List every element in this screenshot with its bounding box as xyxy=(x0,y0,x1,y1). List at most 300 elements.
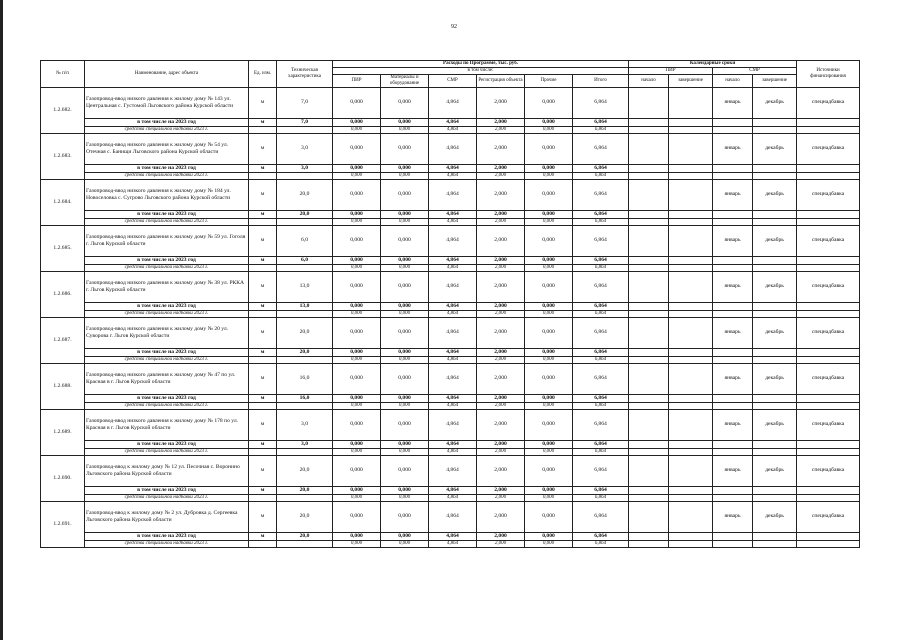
subtotal-label: в том числе на 2023 год xyxy=(85,302,249,310)
program-table xyxy=(40,60,860,548)
empty-cell xyxy=(713,532,753,540)
header-tech: Техническая характеристика xyxy=(277,61,333,88)
fund-value: 0,000 xyxy=(525,310,573,317)
empty-cell xyxy=(797,218,860,225)
empty-cell xyxy=(797,264,860,271)
row-materials: 0,000 xyxy=(381,363,429,394)
header-name: Наименование, адрес объекта xyxy=(85,61,249,88)
subtotal-value: 4,864 xyxy=(429,118,477,126)
fund-value: 0,000 xyxy=(333,494,381,501)
subtotal-value: 4,864 xyxy=(429,532,477,540)
empty-cell xyxy=(797,256,860,264)
fund-value: 0,000 xyxy=(381,402,429,409)
row-unit: м xyxy=(249,225,277,256)
subtotal-tech: 3,0 xyxy=(277,164,333,172)
subtotal-label: в том числе на 2023 год xyxy=(85,486,249,494)
row-smr-end: декабрь xyxy=(753,317,797,348)
row-pir: 0,000 xyxy=(333,501,381,532)
header-cal-smr: СМР xyxy=(713,68,797,75)
row-smr-end: декабрь xyxy=(753,225,797,256)
row-pir: 0,000 xyxy=(333,455,381,486)
empty-cell xyxy=(753,210,797,218)
subtotal-value: 4,864 xyxy=(429,348,477,356)
header-smr-start: начало xyxy=(713,74,753,87)
row-smr: 4,864 xyxy=(429,225,477,256)
subtotal-value: 0,000 xyxy=(525,532,573,540)
row-num: 1.2.691. xyxy=(41,501,85,547)
fund-value: 6,864 xyxy=(573,356,629,363)
empty-cell xyxy=(753,348,797,356)
empty-cell xyxy=(797,448,860,455)
header-smr: СМР xyxy=(429,74,477,87)
fund-label: средства специальной надбавки 2023 г. xyxy=(85,356,249,363)
row-num: 1.2.682. xyxy=(41,87,85,133)
row-smr-end: декабрь xyxy=(753,363,797,394)
subtotal-value: 6,864 xyxy=(573,118,629,126)
empty-cell xyxy=(713,256,753,264)
empty-cell xyxy=(249,540,277,547)
fund-value: 0,000 xyxy=(381,310,429,317)
subtotal-unit: м xyxy=(249,210,277,218)
row-pir-end xyxy=(669,501,713,532)
fund-value: 0,000 xyxy=(381,264,429,271)
empty-cell xyxy=(277,540,333,547)
subtotal-tech: 6,0 xyxy=(277,256,333,264)
fund-value: 6,864 xyxy=(573,218,629,225)
row-other: 0,000 xyxy=(525,409,573,440)
subtotal-label: в том числе на 2023 год xyxy=(85,394,249,402)
subtotal-unit: м xyxy=(249,118,277,126)
row-materials: 0,000 xyxy=(381,87,429,118)
row-smr: 4,864 xyxy=(429,501,477,532)
row-smr: 4,864 xyxy=(429,409,477,440)
subtotal-row xyxy=(41,348,860,356)
row-registration: 2,000 xyxy=(477,409,525,440)
subtotal-value: 0,000 xyxy=(381,118,429,126)
row-other: 0,000 xyxy=(525,501,573,532)
fund-value: 6,864 xyxy=(573,494,629,501)
empty-cell xyxy=(277,264,333,271)
subtotal-value: 0,000 xyxy=(381,486,429,494)
row-total: 6,864 xyxy=(573,133,629,164)
table-row xyxy=(41,271,860,302)
row-pir-end xyxy=(669,87,713,118)
table-row xyxy=(41,87,860,118)
fund-value: 0,000 xyxy=(381,448,429,455)
row-other: 0,000 xyxy=(525,271,573,302)
header-registration: Регистрация объекта xyxy=(477,74,525,87)
row-smr-end: декабрь xyxy=(753,501,797,532)
row-num: 1.2.687. xyxy=(41,317,85,363)
row-total: 6,864 xyxy=(573,87,629,118)
object-name: Газопровод-ввод к жилому дому № 2 ул. Дубровка д. Сергеевка Льговского района Курской области xyxy=(85,501,249,532)
empty-cell xyxy=(797,402,860,409)
subtotal-value: 0,000 xyxy=(333,256,381,264)
empty-cell xyxy=(669,172,713,179)
object-name: Газопровод-ввод низкого давления к жилому дому № 184 ул. Новоселовка с. Сугрово Льговского района Курской области xyxy=(85,179,249,210)
subtotal-value: 0,000 xyxy=(525,210,573,218)
row-pir: 0,000 xyxy=(333,363,381,394)
empty-cell xyxy=(277,402,333,409)
subtotal-label: в том числе на 2023 год xyxy=(85,118,249,126)
subtotal-row xyxy=(41,302,860,310)
row-smr-end: декабрь xyxy=(753,87,797,118)
table-body xyxy=(41,87,860,547)
empty-cell xyxy=(629,210,669,218)
empty-cell xyxy=(797,302,860,310)
empty-cell xyxy=(753,256,797,264)
empty-cell xyxy=(713,164,753,172)
table-row xyxy=(41,363,860,394)
row-pir-start xyxy=(629,455,669,486)
empty-cell xyxy=(629,256,669,264)
empty-cell xyxy=(629,264,669,271)
subtotal-value: 0,000 xyxy=(333,302,381,310)
empty-cell xyxy=(797,310,860,317)
fund-value: 6,864 xyxy=(573,126,629,133)
subtotal-tech: 13,0 xyxy=(277,302,333,310)
fund-value: 0,000 xyxy=(333,264,381,271)
fund-value: 6,864 xyxy=(573,264,629,271)
fund-label: средства специальной надбавки 2023 г. xyxy=(85,218,249,225)
fund-value: 0,000 xyxy=(525,356,573,363)
row-tech: 20,0 xyxy=(277,317,333,348)
row-tech: 20,0 xyxy=(277,501,333,532)
empty-cell xyxy=(713,126,753,133)
fund-label: средства специальной надбавки 2023 г. xyxy=(85,264,249,271)
row-materials: 0,000 xyxy=(381,455,429,486)
empty-cell xyxy=(797,532,860,540)
subtotal-value: 6,864 xyxy=(573,440,629,448)
row-pir-end xyxy=(669,225,713,256)
empty-cell xyxy=(629,402,669,409)
row-total: 6,864 xyxy=(573,271,629,302)
row-smr: 4,864 xyxy=(429,317,477,348)
row-total: 6,864 xyxy=(573,225,629,256)
fund-row xyxy=(41,126,860,133)
row-materials: 0,000 xyxy=(381,501,429,532)
row-smr-start: январь xyxy=(713,133,753,164)
empty-cell xyxy=(753,540,797,547)
fund-row xyxy=(41,310,860,317)
row-registration: 2,000 xyxy=(477,317,525,348)
subtotal-value: 0,000 xyxy=(333,486,381,494)
empty-cell xyxy=(753,394,797,402)
fund-value: 0,000 xyxy=(381,494,429,501)
subtotal-label: в том числе на 2023 год xyxy=(85,348,249,356)
row-pir-end xyxy=(669,409,713,440)
subtotal-unit: м xyxy=(249,486,277,494)
empty-cell xyxy=(629,540,669,547)
header-materials: Материалы и оборудование xyxy=(381,74,429,87)
page-number: 92 xyxy=(451,24,457,30)
subtotal-row xyxy=(41,256,860,264)
subtotal-value: 0,000 xyxy=(333,348,381,356)
row-other: 0,000 xyxy=(525,455,573,486)
table-row xyxy=(41,317,860,348)
row-unit: м xyxy=(249,133,277,164)
subtotal-value: 0,000 xyxy=(381,210,429,218)
empty-cell xyxy=(629,164,669,172)
subtotal-value: 4,864 xyxy=(429,394,477,402)
subtotal-value: 0,000 xyxy=(333,532,381,540)
row-pir: 0,000 xyxy=(333,87,381,118)
header-program: Расходы по Программе, тыс. руб. xyxy=(333,61,629,68)
empty-cell xyxy=(249,310,277,317)
row-materials: 0,000 xyxy=(381,409,429,440)
row-smr-end: декабрь xyxy=(753,179,797,210)
table-row xyxy=(41,133,860,164)
subtotal-value: 0,000 xyxy=(381,440,429,448)
empty-cell xyxy=(669,210,713,218)
subtotal-value: 6,864 xyxy=(573,302,629,310)
empty-cell xyxy=(713,172,753,179)
row-smr-end: декабрь xyxy=(753,133,797,164)
empty-cell xyxy=(713,440,753,448)
fund-value: 0,000 xyxy=(381,540,429,547)
table-row xyxy=(41,225,860,256)
empty-cell xyxy=(629,126,669,133)
row-registration: 2,000 xyxy=(477,179,525,210)
empty-cell xyxy=(797,356,860,363)
fund-value: 6,864 xyxy=(573,402,629,409)
fund-value: 0,000 xyxy=(381,126,429,133)
subtotal-value: 0,000 xyxy=(381,394,429,402)
fund-label: средства специальной надбавки 2023 г. xyxy=(85,540,249,547)
empty-cell xyxy=(753,126,797,133)
empty-cell xyxy=(753,440,797,448)
fund-value: 2,000 xyxy=(477,172,525,179)
empty-cell xyxy=(629,302,669,310)
subtotal-value: 0,000 xyxy=(381,302,429,310)
empty-cell xyxy=(713,486,753,494)
fund-value: 0,000 xyxy=(333,402,381,409)
fund-row xyxy=(41,172,860,179)
row-materials: 0,000 xyxy=(381,179,429,210)
row-smr-start: январь xyxy=(713,87,753,118)
object-name: Газопровод-ввод низкого давления к жилому дому № 143 ул. Центральная с. Густомой Льговского района Курской области xyxy=(85,87,249,118)
empty-cell xyxy=(669,448,713,455)
subtotal-tech: 3,0 xyxy=(277,440,333,448)
row-registration: 2,000 xyxy=(477,363,525,394)
row-num: 1.2.689. xyxy=(41,409,85,455)
fund-value: 4,864 xyxy=(429,540,477,547)
fund-label: средства специальной надбавки 2023 г. xyxy=(85,402,249,409)
fund-value: 2,000 xyxy=(477,310,525,317)
subtotal-label: в том числе на 2023 год xyxy=(85,440,249,448)
subtotal-value: 6,864 xyxy=(573,210,629,218)
empty-cell xyxy=(753,494,797,501)
subtotal-value: 0,000 xyxy=(525,164,573,172)
empty-cell xyxy=(669,356,713,363)
empty-cell xyxy=(629,118,669,126)
fund-label: средства специальной надбавки 2023 г. xyxy=(85,126,249,133)
empty-cell xyxy=(713,118,753,126)
empty-cell xyxy=(629,532,669,540)
subtotal-value: 2,000 xyxy=(477,256,525,264)
subtotal-value: 0,000 xyxy=(333,164,381,172)
empty-cell xyxy=(277,494,333,501)
fund-value: 4,864 xyxy=(429,126,477,133)
row-pir: 0,000 xyxy=(333,271,381,302)
subtotal-value: 6,864 xyxy=(573,532,629,540)
header-source: Источники финансирования xyxy=(797,61,860,88)
row-smr-end: декабрь xyxy=(753,409,797,440)
subtotal-value: 2,000 xyxy=(477,486,525,494)
empty-cell xyxy=(753,118,797,126)
row-tech: 13,0 xyxy=(277,271,333,302)
subtotal-value: 2,000 xyxy=(477,348,525,356)
row-pir-end xyxy=(669,133,713,164)
empty-cell xyxy=(669,164,713,172)
subtotal-value: 0,000 xyxy=(525,486,573,494)
subtotal-value: 4,864 xyxy=(429,256,477,264)
subtotal-unit: м xyxy=(249,256,277,264)
fund-value: 2,000 xyxy=(477,540,525,547)
fund-value: 2,000 xyxy=(477,218,525,225)
empty-cell xyxy=(753,264,797,271)
row-pir-start xyxy=(629,271,669,302)
subtotal-value: 6,864 xyxy=(573,164,629,172)
empty-cell xyxy=(713,540,753,547)
empty-cell xyxy=(277,356,333,363)
row-num: 1.2.684. xyxy=(41,179,85,225)
row-other: 0,000 xyxy=(525,179,573,210)
row-smr: 4,864 xyxy=(429,455,477,486)
fund-value: 4,864 xyxy=(429,264,477,271)
subtotal-label: в том числе на 2023 год xyxy=(85,210,249,218)
fund-value: 6,864 xyxy=(573,172,629,179)
subtotal-value: 0,000 xyxy=(525,118,573,126)
row-total: 6,864 xyxy=(573,363,629,394)
row-tech: 16,0 xyxy=(277,363,333,394)
subtotal-row xyxy=(41,486,860,494)
subtotal-row xyxy=(41,440,860,448)
subtotal-label: в том числе на 2023 год xyxy=(85,164,249,172)
fund-value: 2,000 xyxy=(477,448,525,455)
fund-value: 0,000 xyxy=(525,126,573,133)
row-pir-start xyxy=(629,317,669,348)
object-name: Газопровод-ввод к жилому дому № 12 ул. Песочная с. Воронино Льговского района Курской области xyxy=(85,455,249,486)
row-num: 1.2.683. xyxy=(41,133,85,179)
subtotal-value: 0,000 xyxy=(333,210,381,218)
subtotal-value: 2,000 xyxy=(477,210,525,218)
row-smr: 4,864 xyxy=(429,271,477,302)
row-smr-end: декабрь xyxy=(753,455,797,486)
subtotal-row xyxy=(41,532,860,540)
empty-cell xyxy=(713,348,753,356)
empty-cell xyxy=(753,532,797,540)
fund-value: 0,000 xyxy=(333,126,381,133)
fund-value: 2,000 xyxy=(477,402,525,409)
empty-cell xyxy=(249,218,277,225)
row-pir-start xyxy=(629,501,669,532)
subtotal-value: 6,864 xyxy=(573,394,629,402)
empty-cell xyxy=(669,218,713,225)
fund-value: 0,000 xyxy=(525,494,573,501)
row-smr-start: январь xyxy=(713,501,753,532)
row-pir: 0,000 xyxy=(333,317,381,348)
row-unit: м xyxy=(249,179,277,210)
header-pir-end: завершение xyxy=(669,74,713,87)
fund-value: 4,864 xyxy=(429,172,477,179)
row-smr: 4,864 xyxy=(429,87,477,118)
row-smr-start: январь xyxy=(713,363,753,394)
empty-cell xyxy=(797,486,860,494)
row-num: 1.2.690. xyxy=(41,455,85,501)
fund-value: 6,864 xyxy=(573,310,629,317)
fund-value: 6,864 xyxy=(573,448,629,455)
empty-cell xyxy=(669,348,713,356)
empty-cell xyxy=(797,494,860,501)
empty-cell xyxy=(669,256,713,264)
empty-cell xyxy=(629,394,669,402)
empty-cell xyxy=(669,264,713,271)
fund-value: 0,000 xyxy=(333,172,381,179)
empty-cell xyxy=(669,494,713,501)
row-other: 0,000 xyxy=(525,317,573,348)
subtotal-value: 6,864 xyxy=(573,348,629,356)
row-other: 0,000 xyxy=(525,87,573,118)
subtotal-value: 2,000 xyxy=(477,394,525,402)
subtotal-unit: м xyxy=(249,348,277,356)
row-unit: м xyxy=(249,455,277,486)
row-smr-start: январь xyxy=(713,317,753,348)
empty-cell xyxy=(753,402,797,409)
subtotal-value: 6,864 xyxy=(573,486,629,494)
row-unit: м xyxy=(249,317,277,348)
row-pir-start xyxy=(629,87,669,118)
empty-cell xyxy=(669,394,713,402)
row-tech: 6,0 xyxy=(277,225,333,256)
fund-value: 0,000 xyxy=(333,310,381,317)
row-tech: 20,0 xyxy=(277,179,333,210)
row-source: спецнадбавка xyxy=(797,225,860,256)
row-total: 6,864 xyxy=(573,317,629,348)
row-registration: 2,000 xyxy=(477,501,525,532)
row-total: 6,864 xyxy=(573,409,629,440)
empty-cell xyxy=(713,218,753,225)
subtotal-value: 4,864 xyxy=(429,302,477,310)
empty-cell xyxy=(669,118,713,126)
fund-value: 0,000 xyxy=(525,264,573,271)
row-registration: 2,000 xyxy=(477,225,525,256)
fund-value: 4,864 xyxy=(429,402,477,409)
fund-label: средства специальной надбавки 2023 г. xyxy=(85,172,249,179)
empty-cell xyxy=(277,448,333,455)
empty-cell xyxy=(753,486,797,494)
row-pir: 0,000 xyxy=(333,179,381,210)
subtotal-value: 0,000 xyxy=(381,256,429,264)
header-other: Прочие xyxy=(525,74,573,87)
empty-cell xyxy=(629,494,669,501)
row-registration: 2,000 xyxy=(477,271,525,302)
row-source: спецнадбавка xyxy=(797,363,860,394)
fund-value: 0,000 xyxy=(381,218,429,225)
fund-value: 4,864 xyxy=(429,356,477,363)
empty-cell xyxy=(713,402,753,409)
row-tech: 20,0 xyxy=(277,455,333,486)
row-pir-start xyxy=(629,363,669,394)
empty-cell xyxy=(629,218,669,225)
subtotal-tech: 20,0 xyxy=(277,486,333,494)
fund-value: 0,000 xyxy=(381,356,429,363)
table-row xyxy=(41,409,860,440)
subtotal-label: в том числе на 2023 год xyxy=(85,532,249,540)
row-num: 1.2.686. xyxy=(41,271,85,317)
subtotal-value: 4,864 xyxy=(429,164,477,172)
row-num: 1.2.688. xyxy=(41,363,85,409)
